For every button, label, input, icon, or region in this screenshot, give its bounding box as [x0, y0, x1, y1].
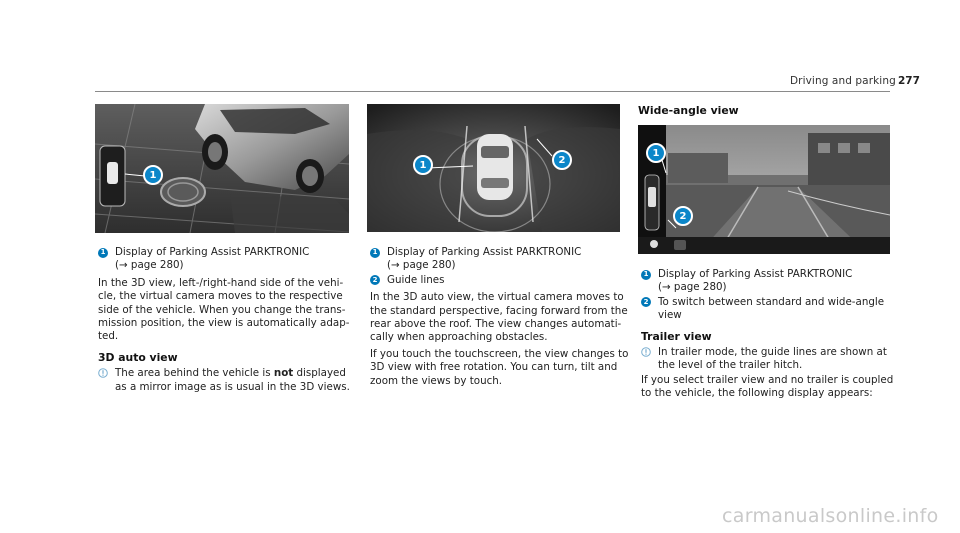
body-paragraph — [370, 291, 630, 345]
body-line: In the 3D auto view, the virtual camera moves to — [370, 291, 624, 304]
marker-badge: 1 — [641, 270, 651, 280]
body-line: cally when approaching obstacles. — [370, 331, 548, 344]
note-line: The area behind the vehicle is not displayed — [115, 367, 346, 380]
body-line: rear above the roof. The view changes automati- — [370, 318, 622, 331]
marker-badge: 1 — [370, 248, 380, 258]
wide-angle-view-illustration — [638, 125, 890, 254]
callout-2: 2 — [673, 206, 693, 226]
body-line: In the 3D view, left-/right-hand side of the vehi- — [98, 276, 344, 289]
body-line: If you select trailer view and no trailer is coupled — [641, 373, 894, 386]
watermark: carmanualsonline.info — [722, 505, 939, 527]
wide-angle-view-image — [638, 125, 890, 254]
caption-text: Guide lines — [387, 273, 445, 286]
callout-1: 1 — [413, 155, 433, 175]
caption-2 — [641, 296, 901, 323]
page-reference: (→ page 280) — [387, 259, 456, 272]
marker-badge: 1 — [98, 248, 108, 258]
body-paragraph — [98, 277, 354, 344]
info-note — [98, 367, 354, 394]
caption-1 — [641, 268, 901, 295]
caption-1 — [370, 246, 630, 273]
wide-angle-heading: Wide-angle view — [638, 104, 739, 117]
callout-1: 1 — [646, 143, 666, 163]
marker-badge: 2 — [641, 297, 651, 307]
info-icon — [98, 368, 108, 378]
body-line: If you touch the touchscreen, the view changes to — [370, 347, 629, 360]
info-icon — [641, 347, 651, 357]
page-number: 277 — [898, 75, 920, 87]
column-3-text — [641, 268, 901, 401]
body-line: 3D view with free rotation. You can turn, tilt and — [370, 361, 618, 374]
caption-text: Display of Parking Assist PARKTRONIC — [387, 246, 582, 258]
note-line: the level of the trailer hitch. — [658, 359, 803, 372]
column-1-text — [98, 246, 354, 394]
3d-auto-view-image — [367, 104, 620, 232]
body-paragraph — [641, 374, 901, 401]
emphasis-text: not — [273, 367, 294, 380]
body-line: mission position, the view is automatically adap- — [98, 317, 350, 330]
3d-auto-view-illustration — [367, 104, 620, 232]
caption-text: view — [658, 309, 682, 322]
body-line: side of the vehicle. When you change the trans- — [98, 303, 346, 316]
caption-text: Display of Parking Assist PARKTRONIC — [658, 268, 853, 280]
3d-view-illustration — [95, 104, 349, 233]
caption-2 — [370, 274, 630, 287]
header-rule — [95, 91, 890, 92]
trailer-view-heading: Trailer view — [641, 329, 712, 343]
column-2-text — [370, 246, 630, 388]
page-reference: (→ page 280) — [658, 281, 727, 294]
body-paragraph — [370, 348, 630, 388]
body-line: zoom the views by touch. — [370, 374, 503, 387]
section-heading: 3D auto view — [98, 350, 178, 364]
note-line: as a mirror image as is usual in the 3D views. — [115, 380, 350, 393]
body-line: cle, the virtual camera moves to the respective — [98, 290, 343, 303]
note-line: In trailer mode, the guide lines are shown at — [658, 346, 887, 359]
caption-text: Display of Parking Assist PARKTRONIC — [115, 246, 310, 258]
page-reference: (→ page 280) — [115, 259, 184, 272]
body-line: ted. — [98, 330, 119, 343]
info-note — [641, 346, 901, 373]
callout-2: 2 — [552, 150, 572, 170]
caption-1 — [98, 246, 354, 273]
caption-text: To switch between standard and wide-angle — [658, 295, 885, 308]
callout-1: 1 — [143, 165, 163, 185]
section-title: Driving and parking — [790, 75, 896, 87]
body-line: to the vehicle, the following display appears: — [641, 387, 873, 400]
marker-badge: 2 — [370, 275, 380, 285]
body-line: the standard perspective, facing forward from the — [370, 304, 628, 317]
3d-view-image — [95, 104, 349, 233]
